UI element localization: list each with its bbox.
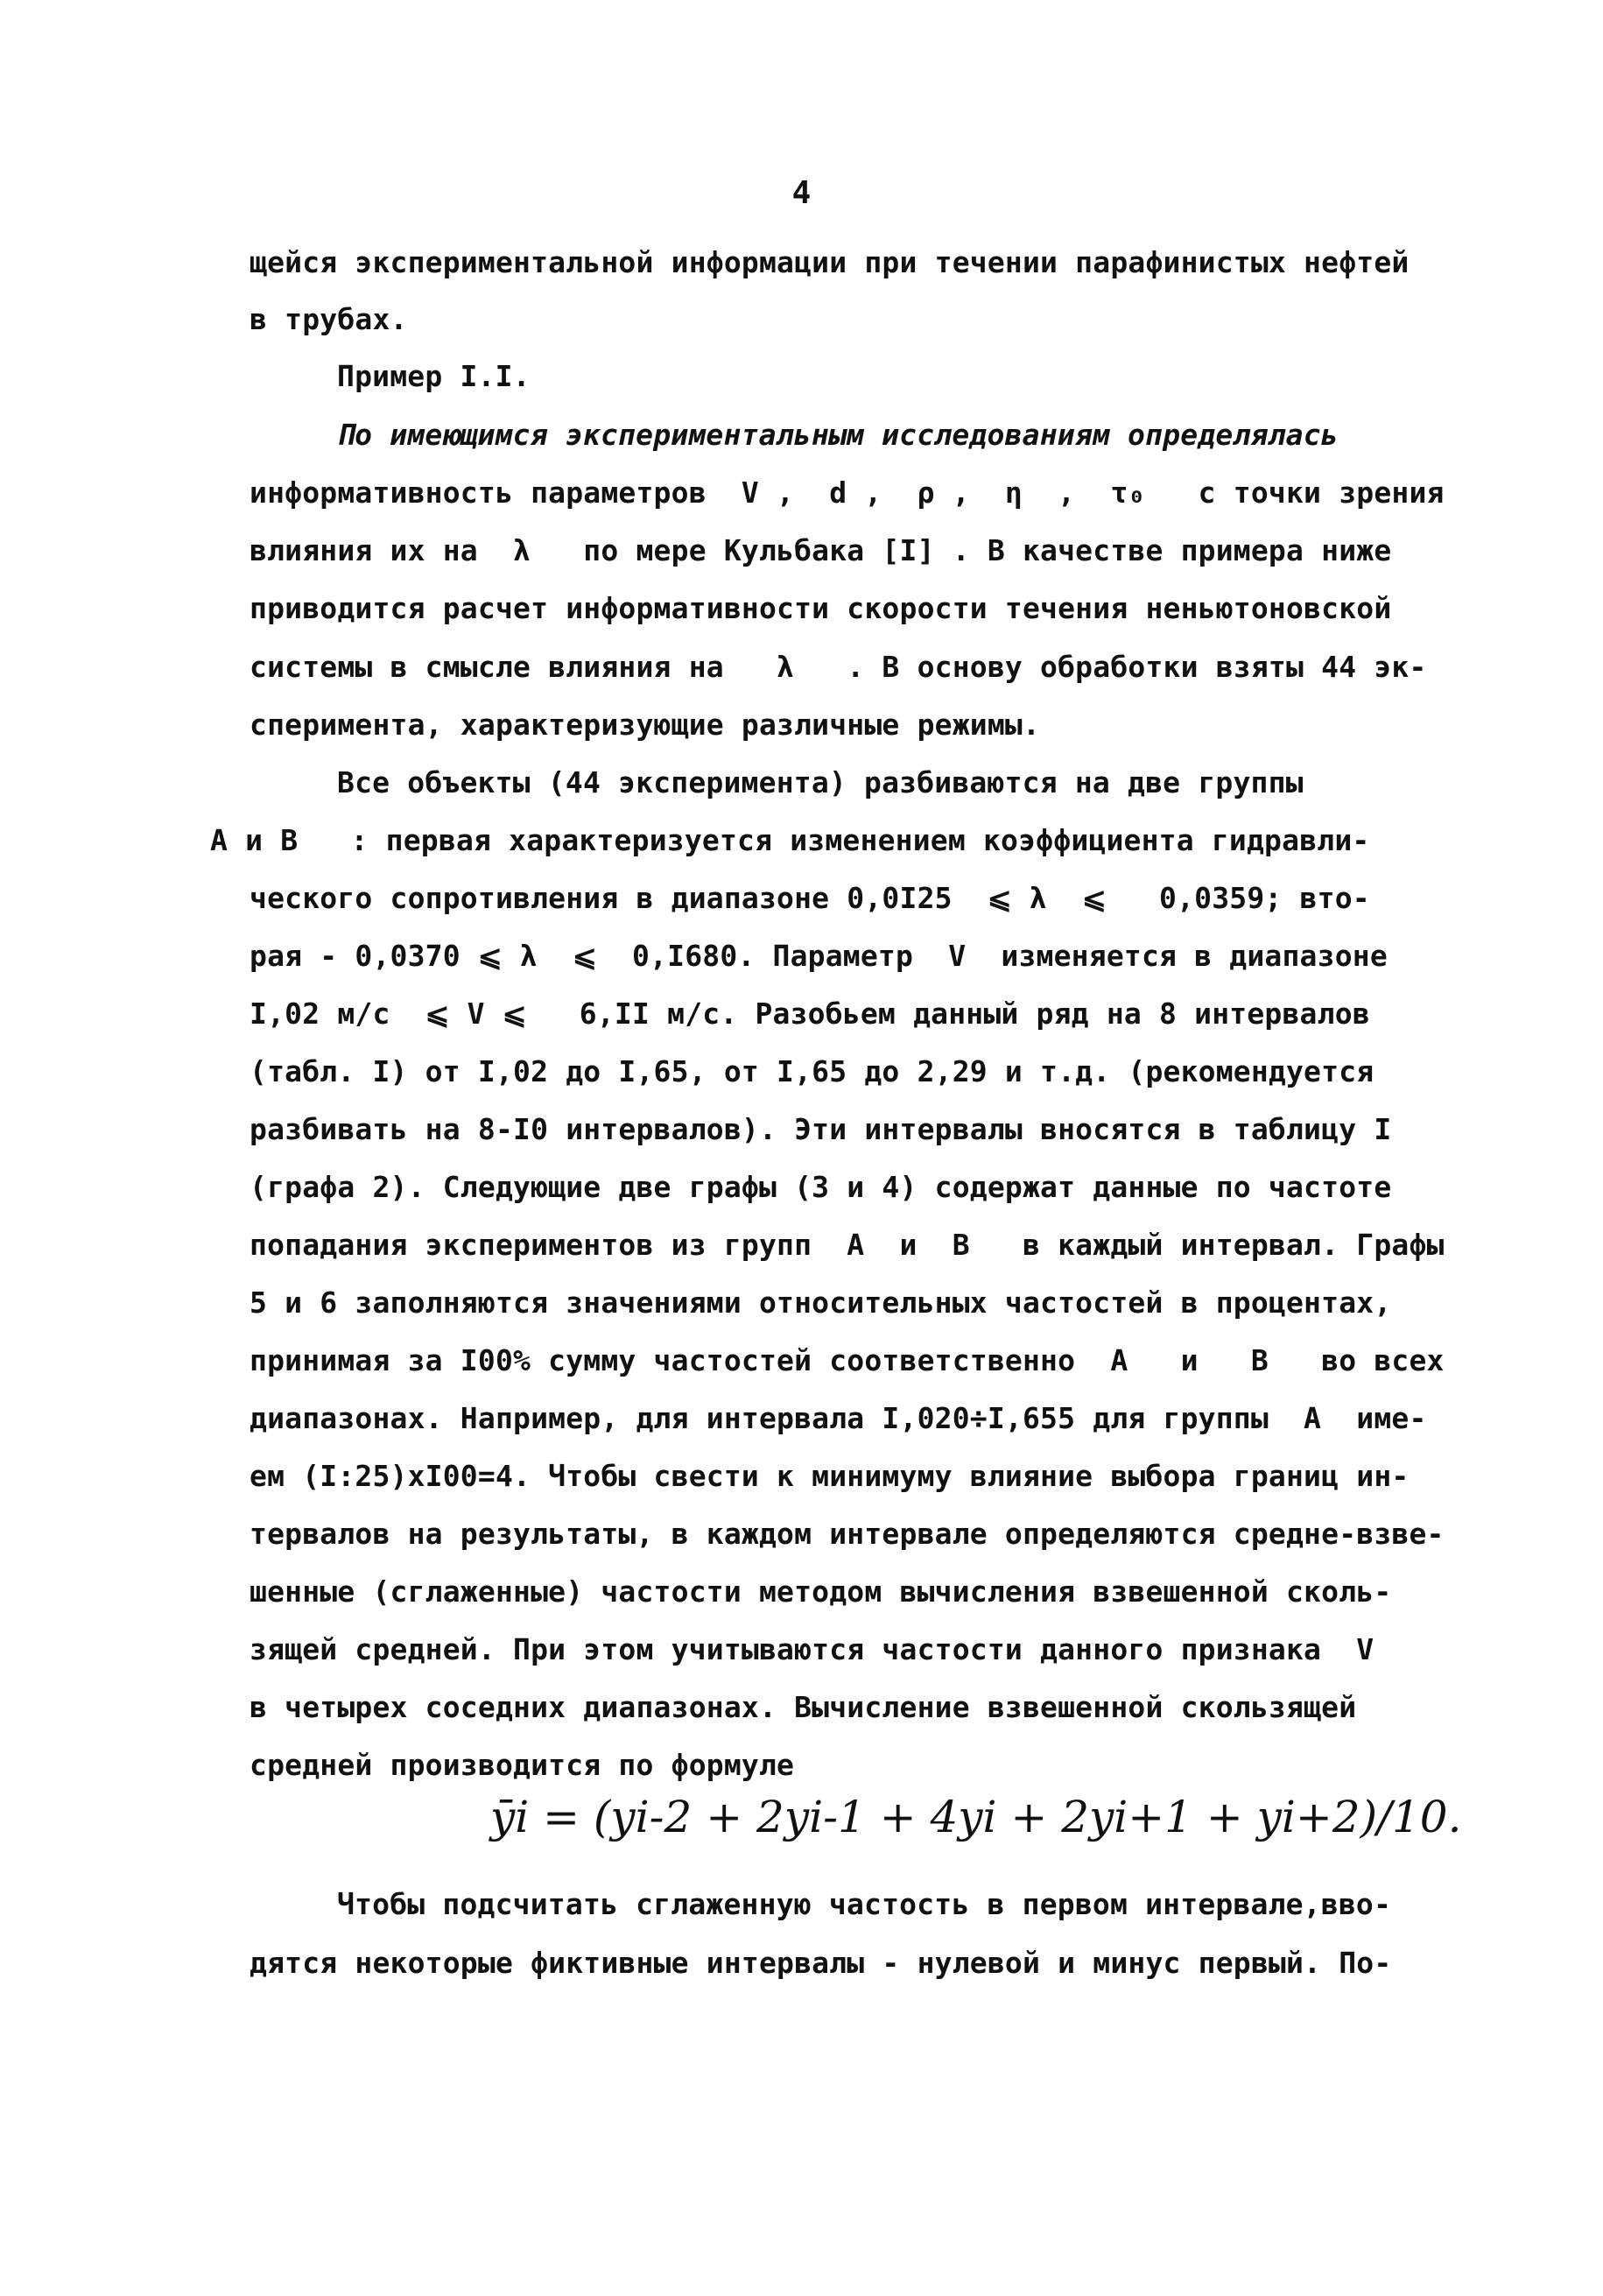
text-line: дятся некоторые фиктивные интервалы - нулевой и минус первый. По- xyxy=(250,1946,1392,1980)
text-line: ческого сопротивления в диапазоне 0,0I25 ⩽ λ ⩽ 0,0359; вто- xyxy=(250,881,1370,915)
text-line: влияния их на λ по мере Кульбака [I] . В качестве примера ниже xyxy=(250,533,1392,567)
text-line: информативность параметров V , d , ρ , η , τ₀ с точки зрения xyxy=(250,475,1445,510)
text-line: I,02 м/с ⩽ V ⩽ 6,II м/с. Разобьем данный ряд на 8 интервалов xyxy=(250,997,1370,1031)
text-line: (графа 2). Следующие две графы (3 и 4) содержат данные по частоте xyxy=(250,1170,1392,1204)
text-line: зящей средней. При этом учитываются частости данного признака V xyxy=(250,1632,1375,1666)
text-line: шенные (сглаженные) частости методом вычисления взвешенной сколь- xyxy=(250,1574,1392,1609)
text-line: Чтобы подсчитать сглаженную частость в первом интервале,вво- xyxy=(337,1887,1392,1921)
text-line: (табл. I) от I,02 до I,65, от I,65 до 2,29 и т.д. (рекомендуется xyxy=(250,1054,1375,1088)
text-line: 5 и 6 заполняются значениями относительных частостей в процентах, xyxy=(250,1285,1392,1320)
text-line: системы в смысле влияния на λ . В основу обработки взяты 44 эк- xyxy=(250,650,1427,684)
text-line: принимая за I00% сумму частостей соответственно A и B во всех xyxy=(250,1343,1445,1377)
text-line: A и B : первая характеризуется изменением коэффициента гидравли- xyxy=(210,823,1370,857)
text-line: По имеющимся экспериментальным исследованиям определялась xyxy=(337,418,1339,452)
text-line: Все объекты (44 эксперимента) разбиваются на две группы xyxy=(337,765,1304,799)
section-heading: Пример I.I. xyxy=(337,359,531,393)
smoothing-formula: ȳi = (yi-2 + 2yi-1 + 4yi + 2yi+1 + yi+2)/10. xyxy=(490,1792,1462,1842)
text-line: сперимента, характеризующие различные режимы. xyxy=(250,708,1041,742)
text-line: средней производится по формуле xyxy=(250,1748,795,1782)
text-line: приводится расчет информативности скорости течения неньютоновской xyxy=(250,591,1392,625)
text-line: в четырех соседних диапазонах. Вычисление взвешенной скользящей xyxy=(250,1690,1357,1724)
text-line: ем (I:25)xI00=4. Чтобы свести к минимуму влияние выбора границ ин- xyxy=(250,1459,1410,1493)
text-line: попадания экспериментов из групп A и B в каждый интервал. Графы xyxy=(250,1228,1445,1262)
page-number: 4 xyxy=(791,175,812,211)
text-line: диапазонах. Например, для интервала I,020÷I,655 для группы A име- xyxy=(250,1401,1427,1435)
text-line: щейся экспериментальной информации при течении парафинистых нефтей xyxy=(250,245,1410,279)
text-line: рая - 0,0370 ⩽ λ ⩽ 0,I680. Параметр V изменяется в диапазоне xyxy=(250,939,1388,973)
text-line: разбивать на 8-I0 интервалов). Эти интервалы вносятся в таблицу I xyxy=(250,1112,1392,1146)
text-line: тервалов на результаты, в каждом интервале определяются средне-взве- xyxy=(250,1517,1445,1551)
text-line: в трубах. xyxy=(250,302,408,336)
